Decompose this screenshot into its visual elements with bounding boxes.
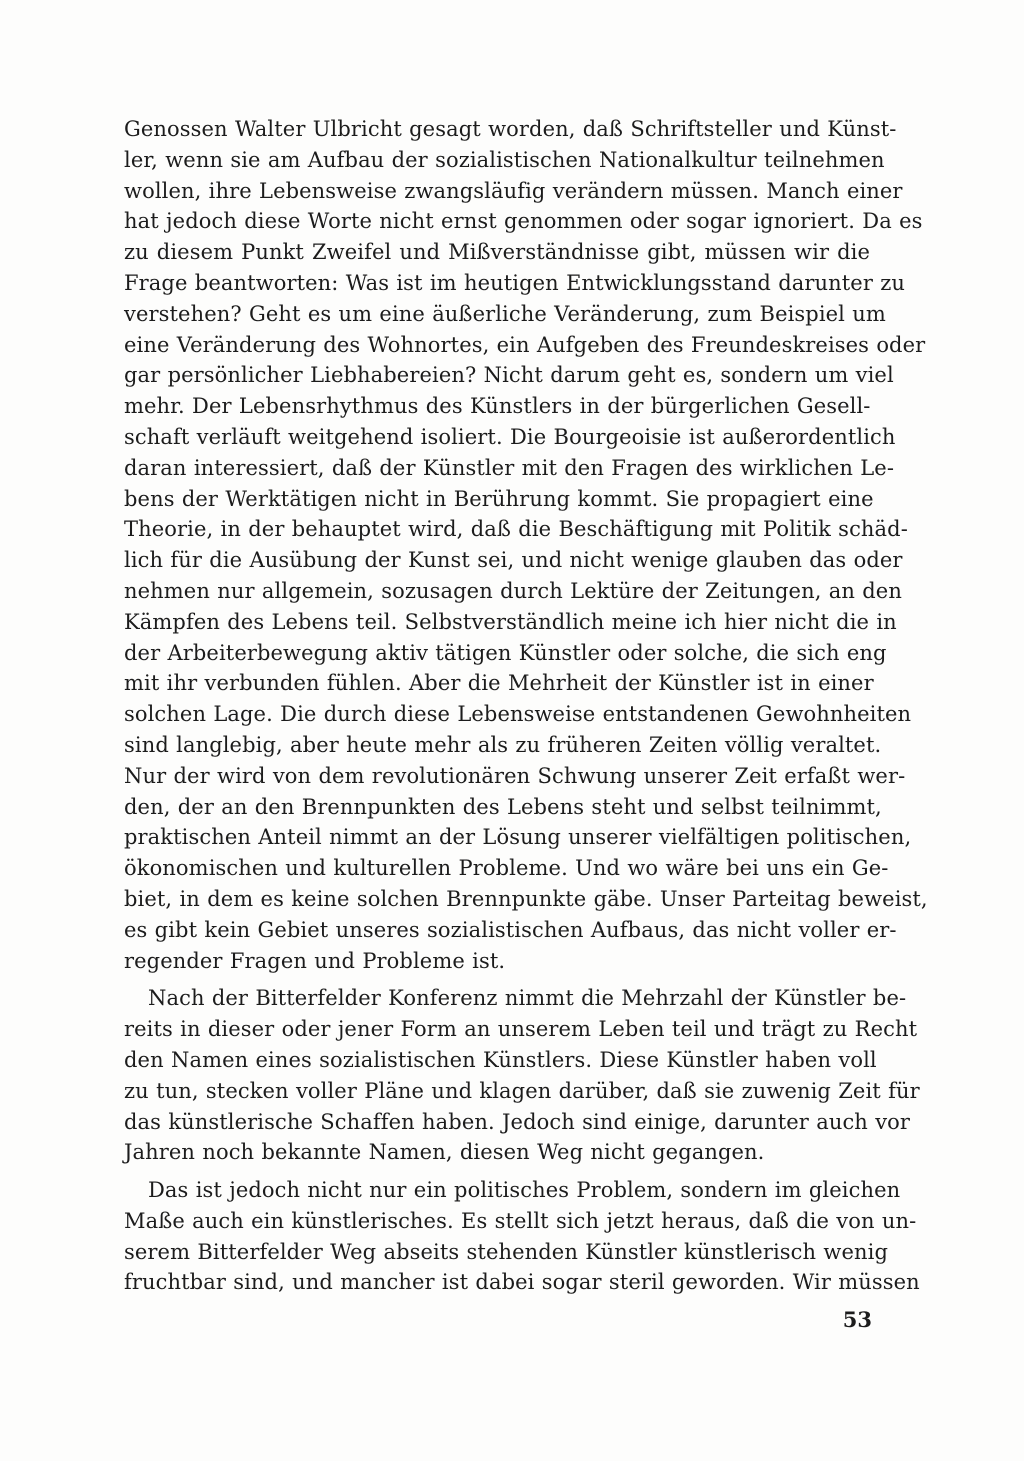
paragraph xyxy=(124,114,928,976)
text-line: nehmen nur allgemein, sozusagen durch Lektüre der Zeitungen, an den xyxy=(124,578,902,603)
text-line: es gibt kein Gebiet unseres sozialistischen Aufbaus, das nicht voller er- xyxy=(124,917,897,942)
text-line: ler, wenn sie am Aufbau der sozialistischen Nationalkultur teilnehmen xyxy=(124,147,885,172)
text-line: sind langlebig, aber heute mehr als zu früheren Zeiten völlig veraltet. xyxy=(124,732,882,757)
paragraph-gap xyxy=(124,1168,870,1175)
text-line: bens der Werktätigen nicht in Berührung kommt. Sie propagiert eine xyxy=(124,486,874,511)
text-line: serem Bitterfelder Weg abseits stehenden Künstler künstlerisch wenig xyxy=(124,1239,889,1264)
text-line: reits in dieser oder jener Form an unserem Leben teil und trägt zu Recht xyxy=(124,1017,918,1042)
paragraph-gap xyxy=(124,976,870,983)
paragraph xyxy=(124,983,920,1168)
text-line: solchen Lage. Die durch diese Lebensweise entstandenen Gewohnheiten xyxy=(124,702,912,727)
text-line: mehr. Der Lebensrhythmus des Künstlers in der bürgerlichen Gesell- xyxy=(124,394,871,419)
text-line: hat jedoch diese Worte nicht ernst genommen oder sogar ignoriert. Da es xyxy=(124,209,923,234)
text-line: wollen, ihre Lebensweise zwangsläufig verändern müssen. Manch einer xyxy=(124,178,903,203)
text-line: Nach der Bitterfelder Konferenz nimmt die Mehrzahl der Künstler be- xyxy=(148,986,907,1011)
text-line: Theorie, in der behauptet wird, daß die Beschäftigung mit Politik schäd- xyxy=(124,517,908,542)
text-line: eine Veränderung des Wohnortes, ein Aufgeben des Freundeskreises oder xyxy=(124,332,926,357)
text-line: gar persönlicher Liebhabereien? Nicht darum geht es, sondern um viel xyxy=(124,363,894,388)
text-line: der Arbeiterbewegung aktiv tätigen Künstler oder solche, die sich eng xyxy=(124,640,887,665)
text-line: Maße auch ein künstlerisches. Es stellt sich jetzt heraus, daß die von un- xyxy=(124,1208,917,1233)
text-line: lich für die Ausübung der Kunst sei, und nicht wenige glauben das oder xyxy=(124,548,903,573)
text-line: Genossen Walter Ulbricht gesagt worden, daß Schriftsteller und Künst- xyxy=(124,117,897,141)
text-line: biet, in dem es keine solchen Brennpunkte gäbe. Unser Parteitag beweist, xyxy=(124,886,928,911)
text-line: ökonomischen und kulturellen Probleme. Und wo wäre bei uns ein Ge- xyxy=(124,856,889,881)
text-line: mit ihr verbunden fühlen. Aber die Mehrheit der Künstler ist in einer xyxy=(124,671,874,696)
text-line: den Namen eines sozialistischen Künstlers. Diese Künstler haben voll xyxy=(124,1047,877,1072)
text-line: verstehen? Geht es um eine äußerliche Veränderung, zum Beispiel um xyxy=(124,301,886,326)
text-line: Das ist jedoch nicht nur ein politisches Problem, sondern im gleichen xyxy=(148,1178,901,1203)
text-line: den, der an den Brennpunkten des Lebens steht und selbst teilnimmt, xyxy=(124,794,882,819)
page-number: 53 xyxy=(842,1307,872,1332)
text-line: zu diesem Punkt Zweifel und Mißverständnisse gibt, müssen wir die xyxy=(124,240,870,265)
body-text xyxy=(124,114,928,1298)
text-line: Jahren noch bekannte Namen, diesen Weg nicht gegangen. xyxy=(124,1140,765,1165)
text-line: Nur der wird von dem revolutionären Schwung unserer Zeit erfaßt wer- xyxy=(124,763,906,788)
text-line: fruchtbar sind, und mancher ist dabei sogar steril geworden. Wir müssen xyxy=(124,1270,920,1295)
text-line: regender Fragen und Probleme ist. xyxy=(124,948,506,973)
text-line: schaft verläuft weitgehend isoliert. Die Bourgeoisie ist außerordentlich xyxy=(124,424,896,449)
text-line: das künstlerische Schaffen haben. Jedoch sind einige, darunter auch vor xyxy=(124,1109,911,1134)
paragraph xyxy=(124,1175,920,1298)
text-line: Kämpfen des Lebens teil. Selbstverständlich meine ich hier nicht die in xyxy=(124,609,897,634)
text-line: Frage beantworten: Was ist im heutigen Entwicklungsstand darunter zu xyxy=(124,270,906,295)
text-line: praktischen Anteil nimmt an der Lösung unserer vielfältigen politischen, xyxy=(124,825,912,850)
text-line: zu tun, stecken voller Pläne und klagen darüber, daß sie zuwenig Zeit für xyxy=(124,1078,920,1103)
text-line: daran interessiert, daß der Künstler mit den Fragen des wirklichen Le- xyxy=(124,455,895,480)
